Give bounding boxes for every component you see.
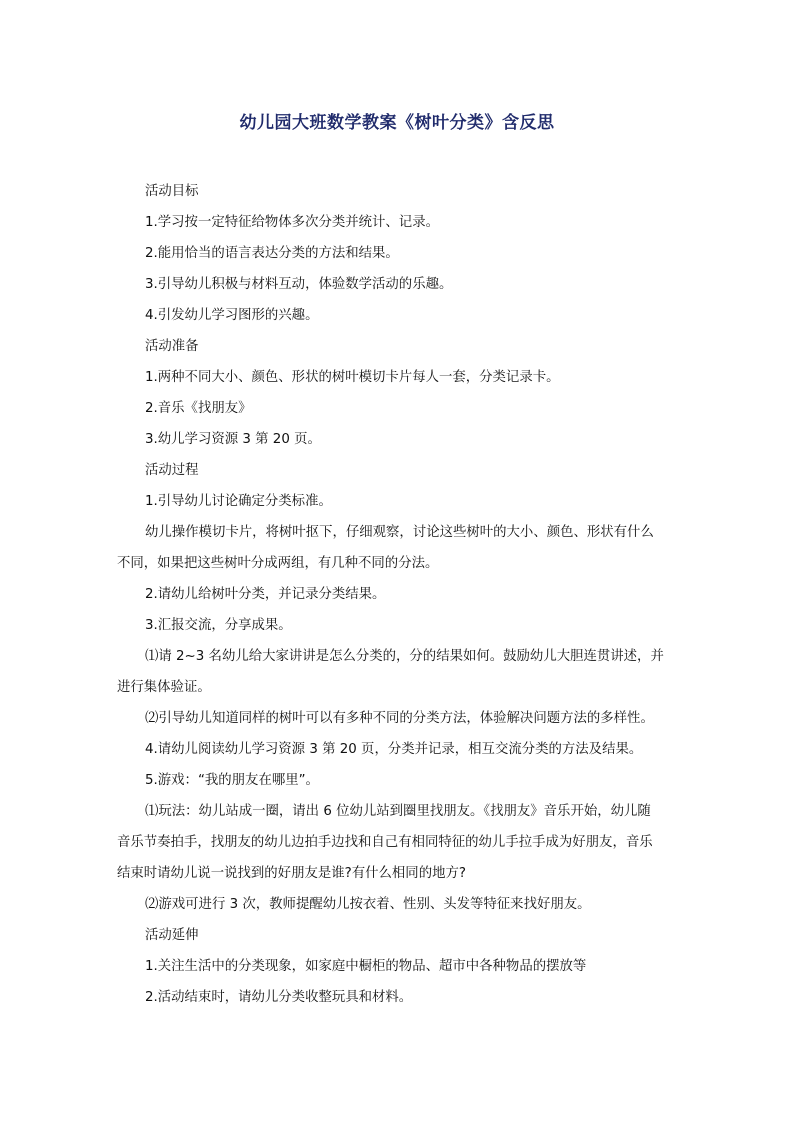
paragraph [117,982,680,1013]
paragraph [117,486,680,517]
document-title: 幼儿园大班数学教案《树叶分类》含反思 [239,113,555,133]
paragraph [117,517,680,579]
paragraph-line: 4.请幼儿阅读幼儿学习资源 3 第 20 页，分类并记录，相互交流分类的方法及结果。 [145,742,643,757]
paragraph-line: 1.引导幼儿讨论确定分类标准。 [145,494,332,509]
paragraph-line: 2.活动结束时，请幼儿分类收整玩具和材料。 [145,990,413,1005]
paragraph [117,734,680,765]
paragraph-line: ⑴玩法：幼儿站成一圈，请出 6 位幼儿站到圈里找朋友。《找朋友》音乐开始，幼儿随 [145,804,651,819]
paragraph-line: 活动目标 [145,184,199,199]
paragraph-line: 1.关注生活中的分类现象，如家庭中橱柜的物品、超市中各种物品的摆放等 [145,959,587,974]
paragraph-line: 2.请幼儿给树叶分类，并记录分类结果。 [145,587,386,602]
paragraph-line: 音乐节奏拍手，找朋友的幼儿边拍手边找和自己有相同特征的幼儿手拉手成为好朋友，音乐 [117,835,653,850]
paragraph [117,176,680,207]
paragraph [117,269,680,300]
paragraph-line: 幼儿操作模切卡片，将树叶抠下，仔细观察，讨论这些树叶的大小、颜色、形状有什么 [145,525,654,540]
paragraph-line: 3.引导幼儿积极与材料互动，体验数学活动的乐趣。 [145,277,453,292]
paragraph-line: ⑵引导幼儿知道同样的树叶可以有多种不同的分类方法，体验解决问题方法的多样性。 [145,711,654,726]
paragraph [117,393,680,424]
paragraph [117,641,680,703]
paragraph-line: 2.音乐《找朋友》 [145,401,252,416]
paragraph-line: 5.游戏：“我的朋友在哪里”。 [145,773,319,788]
paragraph-line: ⑵游戏可进行 3 次，教师提醒幼儿按衣着、性别、头发等特征来找好朋友。 [145,897,591,912]
paragraph [117,610,680,641]
paragraph-line: 不同，如果把这些树叶分成两组，有几种不同的分法。 [117,556,439,571]
paragraph-line: 4.引发幼儿学习图形的兴趣。 [145,308,319,323]
paragraph-line: 3.幼儿学习资源 3 第 20 页。 [145,432,321,447]
paragraph-line: 进行集体验证。 [117,680,211,695]
paragraph [117,362,680,393]
paragraph-line: 1.学习按一定特征给物体多次分类并统计、记录。 [145,215,439,230]
paragraph [117,331,680,362]
paragraph [117,796,680,889]
paragraph [117,207,680,238]
paragraph-line: ⑴请 2~3 名幼儿给大家讲讲是怎么分类的，分的结果如何。鼓励幼儿大胆连贯讲述，并 [145,649,664,664]
paragraph-line: 结束时请幼儿说一说找到的好朋友是谁?有什么相同的地方? [117,866,466,881]
paragraph-line: 2.能用恰当的语言表达分类的方法和结果。 [145,246,399,261]
paragraph [117,951,680,982]
paragraph-line: 3.汇报交流，分享成果。 [145,618,292,633]
paragraph-line: 活动延伸 [145,928,199,943]
paragraph [117,703,680,734]
paragraph [117,300,680,331]
paragraph [117,455,680,486]
paragraph [117,579,680,610]
document-body [117,176,680,1013]
paragraph-line: 活动过程 [145,463,199,478]
paragraph [117,424,680,455]
paragraph-line: 活动准备 [145,339,199,354]
paragraph-line: 1.两种不同大小、颜色、形状的树叶模切卡片每人一套，分类记录卡。 [145,370,560,385]
paragraph [117,889,680,920]
paragraph [117,765,680,796]
paragraph [117,920,680,951]
paragraph [117,238,680,269]
